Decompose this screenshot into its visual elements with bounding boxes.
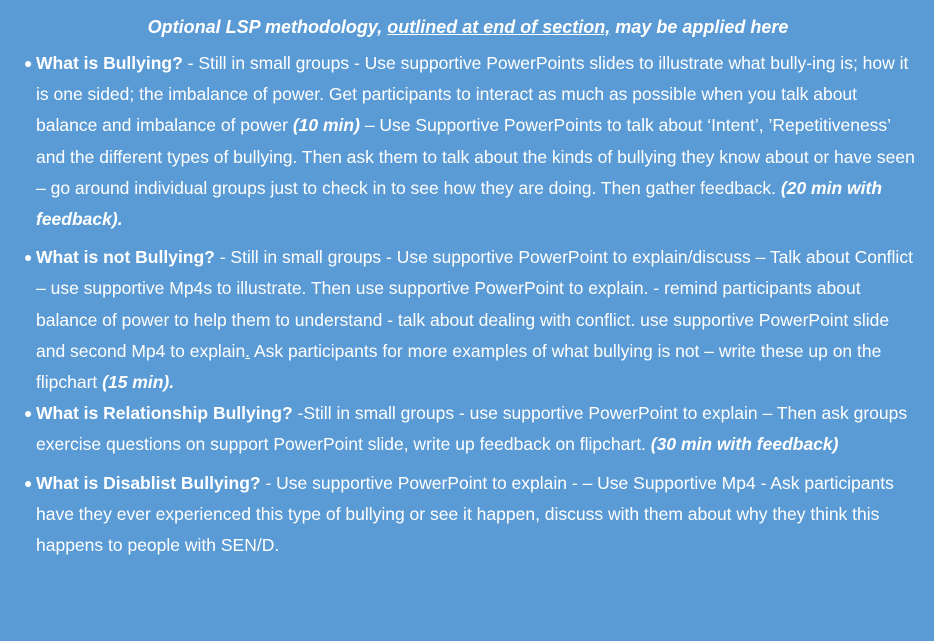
- item-text: - Still in small groups - Use supportive PowerPoints slides to illustrate what bully-ing is; how it is one sided; the imbalance of power. Get participants to interact as much as possible when you talk about balance and imbalance of power: [36, 53, 909, 136]
- list-item-what-is-bullying: [20, 48, 916, 235]
- header-underlined-text: outlined at end of section,: [387, 17, 611, 37]
- header-suffix: may be applied here: [610, 17, 789, 37]
- item-time: (30 min with feedback): [650, 434, 839, 455]
- activity-list: [20, 48, 916, 561]
- header-prefix: Optional LSP methodology,: [147, 17, 388, 37]
- bullet-icon: ●: [24, 405, 33, 422]
- item-text: – Use Supportive PowerPoints to talk about ‘Intent’, ’Repetitiveness’ and the different types of bullying. Then ask them to talk about the kinds of bullying they know about or have seen – go around individual groups just to check in to see how they are doing. Then gather feedback.: [36, 115, 915, 198]
- item-title: What is not Bullying?: [36, 247, 215, 268]
- item-punctuation: .: [245, 340, 251, 361]
- item-title: What is Bullying?: [36, 53, 183, 73]
- section-note-header: [20, 14, 916, 40]
- list-item-what-is-not-bullying: [20, 242, 916, 398]
- item-time: (15 min).: [102, 372, 175, 393]
- item-text: - Still in small groups - Use supportive PowerPoint to explain/discuss – Talk about Conflict – use supportive Mp4s to illustrate. Then use supportive PowerPoint to explain. - remind participants about balance of power to help them to understand - talk about dealing with conflict. use supportive PowerPoint slide and second Mp4 to explain: [36, 247, 913, 361]
- item-time: (20 min with feedback).: [36, 177, 883, 230]
- item-title: What is Relationship Bullying?: [36, 403, 293, 424]
- bullet-icon: ●: [24, 55, 33, 71]
- list-item-disablist-bullying: [20, 468, 916, 562]
- item-text: - Use supportive PowerPoint to explain - – Use Supportive Mp4 - Ask participants have they ever experienced this type of bullying or see it happen, discuss with them about why they think this happens to people with SEN/D.: [36, 472, 894, 556]
- item-time: (10 min): [292, 115, 360, 136]
- list-item-relationship-bullying: [20, 398, 916, 460]
- item-text: -Still in small groups - use supportive PowerPoint to explain – Then ask groups exercise questions on support PowerPoint slide, write up feedback on flipchart.: [36, 403, 908, 455]
- item-text: Ask participants for more examples of what bullying is not – write these up on the flipchart: [36, 340, 882, 393]
- item-title: What is Disablist Bullying?: [36, 472, 261, 493]
- bullet-icon: ●: [24, 474, 33, 491]
- bullet-icon: ●: [24, 249, 33, 266]
